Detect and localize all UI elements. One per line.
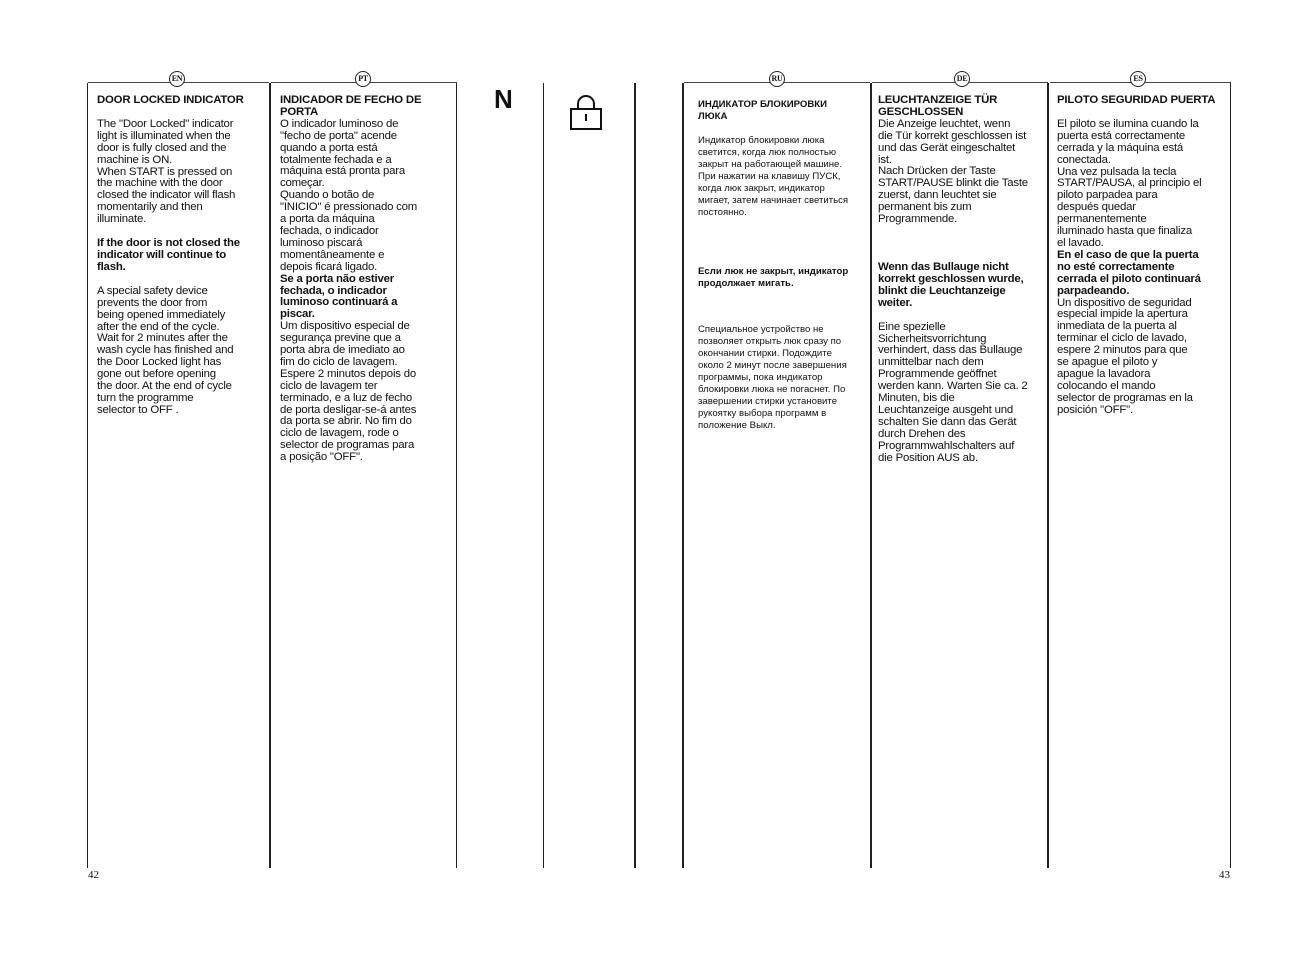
paragraph: Un dispositivo de seguridad especial impide la apertura inmediata de la puerta al terminar el ciclo de lavado, espere 2 minutos para que se apague el piloto y apague la lavadora colocando el mando selector de programas en la posición "OFF". [1057, 296, 1193, 416]
column-de [878, 95, 1044, 464]
paragraph: Специальное устройство не позволяет открыть люк сразу по окончании стирки. Подождите около 2 минут после завершения программы, пока индикатор блокировки люка не погаснет. По завершении стирки установите рукоятку выбора программ в положение Выкл. [698, 324, 847, 431]
column-pt [280, 95, 452, 464]
section-title: DOOR LOCKED INDICATOR [97, 94, 244, 106]
paragraph: Индикатор блокировки люка светится, когда люк полностью закрыт на работающей машине. При нажатии на клавишу ПУСК, когда люк закрыт, индикатор мигает, затем начинает светиться постоянно. [698, 135, 849, 218]
language-badge-ru: RU [769, 71, 785, 87]
section-title: PILOTO SEGURIDAD PUERTA [1057, 94, 1216, 106]
column-en [97, 95, 265, 417]
column-divider [269, 83, 271, 868]
column-divider [870, 83, 872, 868]
paragraph: Um dispositivo especial de segurança previne que a porta abra de imediato ao fim do ciclo de lavagem. Espere 2 minutos depois do ciclo de lavagem ter terminado, e a luz de fecho de porta desligar-se-á antes da porta se abrir. No fim do ciclo de lavagem, rode o selector de programas para a posição "OFF". [280, 320, 417, 464]
paragraph: The "Door Locked" indicator light is illuminated when the door is fully closed and the machine is ON. When START is pressed on the machine with the door closed the indicator will flash momentarily and then illuminate. [97, 117, 236, 226]
section-title: LEUCHTANZEIGE TÜR GESCHLOSSEN [878, 94, 998, 118]
paragraph: O indicador luminoso de "fecho de porta" acende quando a porta está totalmente fechada e a máquina está pronta para começar. Quando o botão de "INICIO" é pressionado com a porta da máquina fechada, o indicador luminoso piscará momentâneamente e depois ficará ligado. [280, 117, 418, 273]
language-badge-pt: PT [355, 71, 371, 87]
padlock-icon [569, 94, 603, 130]
column-divider [456, 83, 457, 868]
page-number-left: 42 [88, 869, 99, 881]
paragraph: A special safety device prevents the door from being opened immediately after the end of the cycle. Wait for 2 minutes after the wash cycle has finished and the Door Locked light has gone out before opening the door. At the end of cycle turn the programme selector to OFF . [97, 284, 234, 416]
paragraph: Die Anzeige leuchtet, wenn die Tür korrekt geschlossen ist und das Gerät eingeschaltet ist. Nach Drücken der Taste START/PAUSE blinkt die Taste zuerst, dann leuchtet sie permanent bis zum Programmende. [878, 117, 1028, 226]
paragraph: El piloto se ilumina cuando la puerta está correctamente cerrada y la máquina está conectada. Una vez pulsada la tecla START/PAUSA, al principio el piloto parpadea para después quedar permanentemente iluminado hasta que finaliza el lavado. [1057, 117, 1202, 249]
column-divider [1047, 83, 1049, 868]
warning-paragraph: Se a porta não estiver fechada, o indicador luminoso continuará a piscar. [280, 272, 398, 321]
column-ru [698, 99, 866, 432]
language-badge-en: EN [169, 71, 185, 87]
section-title: ИНДИКАТОР БЛОКИРОВКИ ЛЮКА [698, 99, 828, 122]
language-badge-es: ES [1130, 71, 1146, 87]
column-es [1057, 95, 1227, 417]
page-number-right: 43 [1219, 869, 1230, 881]
warning-paragraph: En el caso de que la puerta no esté correctamente cerrada el piloto continuará parpadeando. [1057, 248, 1201, 297]
warning-paragraph: If the door is not closed the indicator will continue to flash. [97, 237, 240, 273]
column-divider [1230, 83, 1231, 868]
column-divider [634, 83, 636, 868]
warning-paragraph: Wenn das Bullauge nicht korrekt geschlossen wurde, blinkt die Leuchtanzeige weiter. [878, 260, 1024, 309]
section-letter: N [494, 84, 513, 114]
column-divider [682, 83, 684, 868]
column-divider [87, 83, 88, 868]
section-title: INDICADOR DE FECHO DE PORTA [280, 94, 422, 118]
warning-paragraph: Если люк не закрыт, индикатор продолжает мигать. [698, 266, 849, 289]
language-badge-de: DE [954, 71, 970, 87]
column-divider [543, 83, 544, 868]
paragraph: Eine spezielle Sicherheitsvorrichtung verhindert, dass das Bullauge unmittelbar nach dem Programmende geöffnet werden kann. Warten Sie ca. 2 Minuten, bis die Leuchtanzeige ausgeht und schalten Sie dann das Gerät durch Drehen des Programmwahlschalters auf die Position AUS ab. [878, 320, 1028, 464]
